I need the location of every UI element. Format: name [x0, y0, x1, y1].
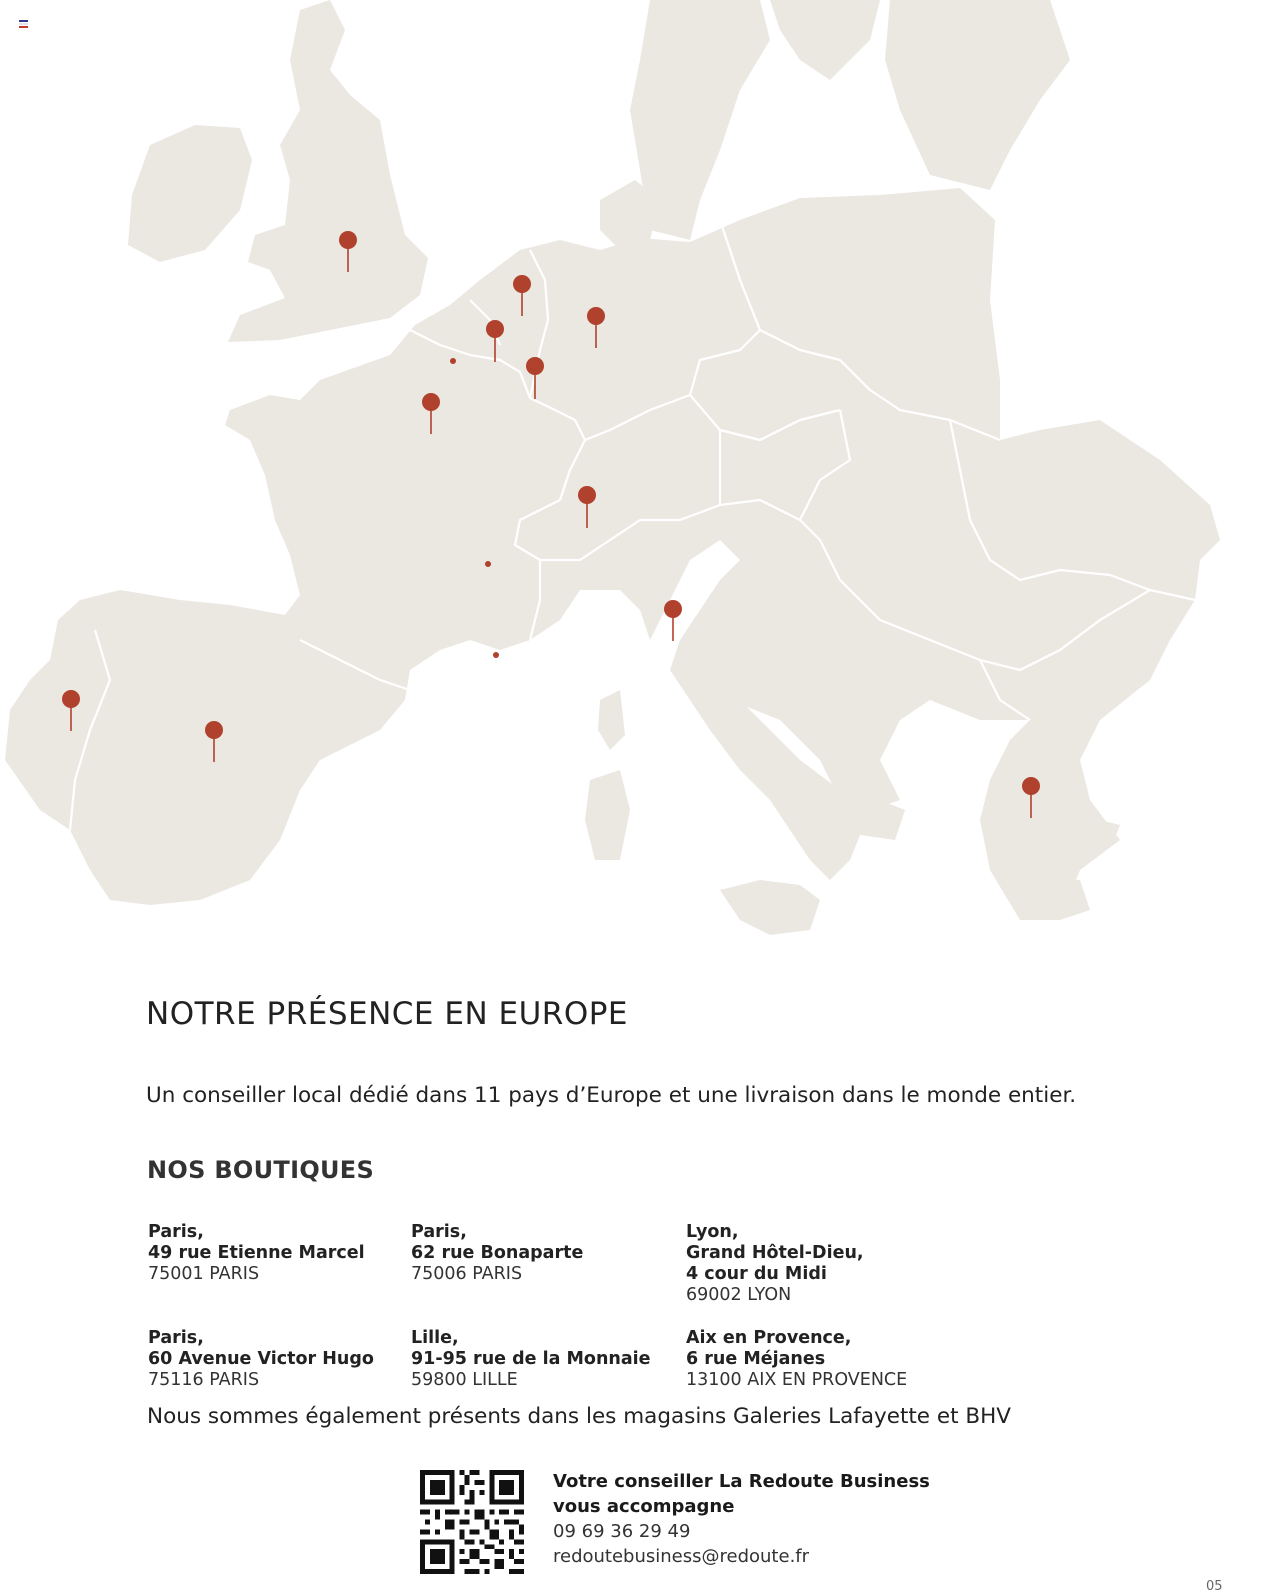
store-card	[148, 1222, 365, 1285]
store-postal: 69002 LYON	[686, 1285, 792, 1305]
intro-text: Un conseiller local dédié dans 11 pays d’Europe et une livraison dans le monde entier.	[146, 1083, 1077, 1108]
store-city: Lille,	[411, 1328, 459, 1348]
contact-phone[interactable]: 09 69 36 29 49	[553, 1521, 691, 1542]
contact-line1: Votre conseiller La Redoute Business	[553, 1471, 930, 1492]
map-dot	[450, 358, 456, 364]
store-street: 91-95 rue de la Monnaie	[411, 1349, 651, 1369]
map-pin[interactable]	[664, 600, 682, 641]
store-city: Paris,	[148, 1328, 204, 1348]
page-number: 05	[1206, 1579, 1223, 1594]
stores-heading: NOS BOUTIQUES	[147, 1156, 375, 1184]
store-street: Grand Hôtel-Dieu,	[686, 1243, 864, 1263]
store-postal: 13100 AIX EN PROVENCE	[686, 1370, 908, 1390]
store-card	[148, 1328, 374, 1391]
contact-line2: vous accompagne	[553, 1496, 735, 1517]
store-card	[411, 1328, 651, 1391]
qr-code-icon[interactable]	[420, 1470, 524, 1574]
store-city: Paris,	[148, 1222, 204, 1242]
store-street: 62 rue Bonaparte	[411, 1243, 584, 1263]
store-postal: 59800 LILLE	[411, 1370, 518, 1390]
store-card	[411, 1222, 583, 1285]
store-city: Paris,	[411, 1222, 467, 1242]
contact-block	[553, 1469, 930, 1569]
store-street-extra: 4 cour du Midi	[686, 1264, 827, 1284]
store-postal: 75001 PARIS	[148, 1264, 260, 1284]
map-land	[5, 0, 1220, 935]
store-street: 60 Avenue Victor Hugo	[148, 1349, 374, 1369]
contact-email[interactable]: redoutebusiness@redoute.fr	[553, 1546, 810, 1567]
map-dot	[485, 561, 491, 567]
store-street: 6 rue Méjanes	[686, 1349, 826, 1369]
store-city: Lyon,	[686, 1222, 739, 1242]
store-postal: 75116 PARIS	[148, 1370, 260, 1390]
also-present-text: Nous sommes également présents dans les magasins Galeries Lafayette et BHV	[147, 1404, 1011, 1429]
store-card	[686, 1222, 864, 1306]
store-card	[686, 1328, 907, 1391]
store-street: 49 rue Etienne Marcel	[148, 1243, 365, 1263]
page-title: NOTRE PRÉSENCE EN EUROPE	[146, 996, 628, 1032]
map-dot	[493, 652, 499, 658]
store-city: Aix en Provence,	[686, 1328, 852, 1348]
store-postal: 75006 PARIS	[411, 1264, 523, 1284]
